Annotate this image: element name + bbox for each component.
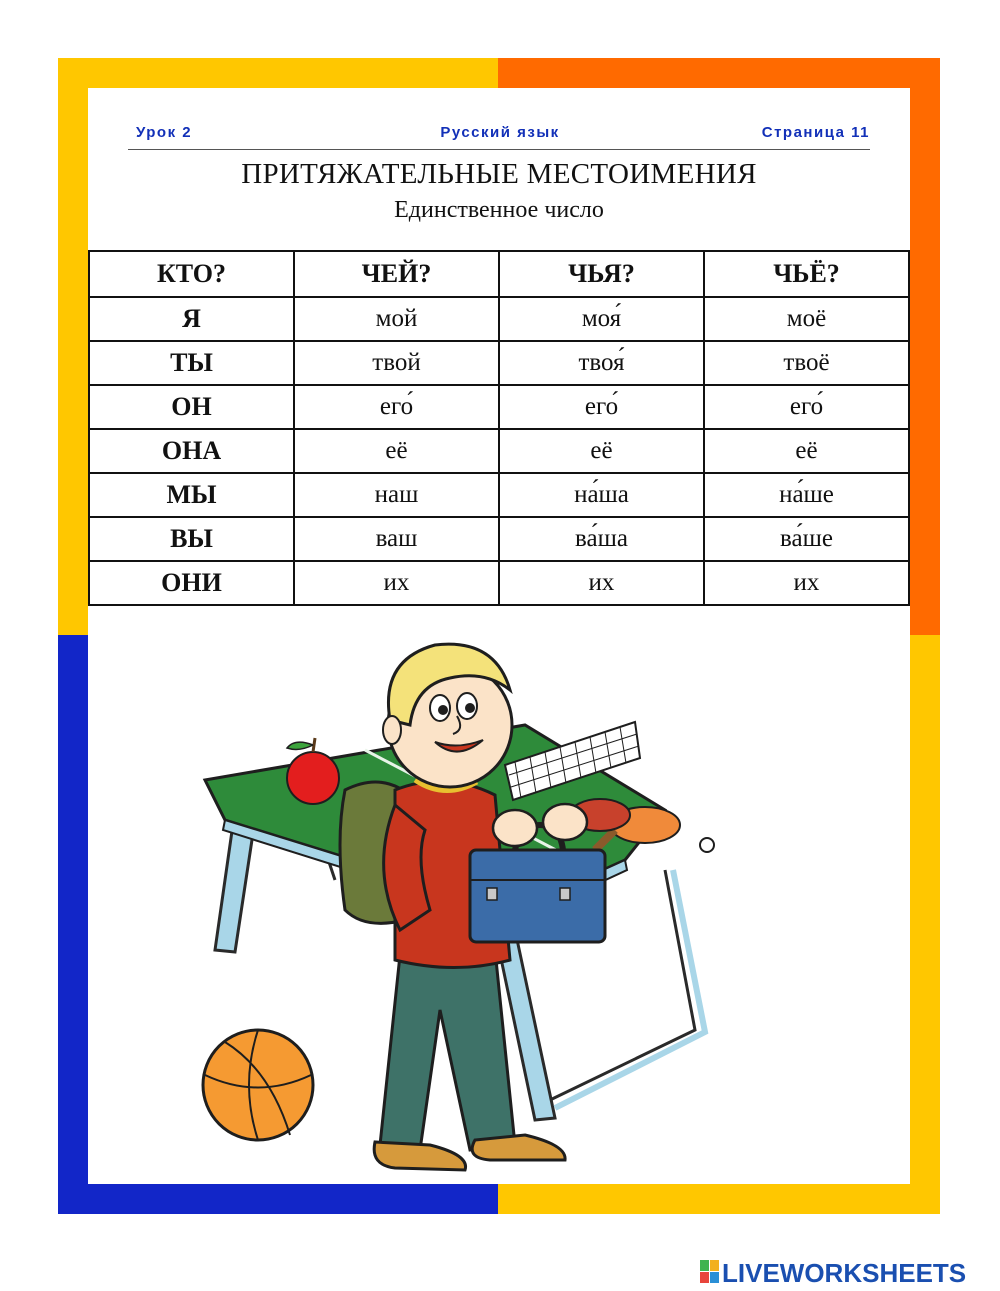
liveworksheets-logo-icon — [700, 1260, 720, 1284]
table-cell: ВЫ — [89, 517, 294, 561]
table-cell: её — [499, 429, 704, 473]
table-cell: ОНА — [89, 429, 294, 473]
table-cell: наш — [294, 473, 499, 517]
lesson-label: Урок 2 — [136, 124, 193, 141]
table-cell: их — [704, 561, 909, 605]
brand-name: LIVEWORKSHEETS — [722, 1258, 967, 1288]
frame-bottom-left — [58, 1184, 498, 1214]
page-title: ПРИТЯЖАТЕЛЬНЫЕ МЕСТОИМЕНИЯ — [241, 158, 757, 190]
table-cell: его́ — [704, 385, 909, 429]
table-cell: моя́ — [499, 297, 704, 341]
table-cell: на́ше — [704, 473, 909, 517]
table-row — [89, 473, 909, 517]
frame-bottom-right — [498, 1184, 940, 1214]
liveworksheets-logo — [700, 1258, 1000, 1288]
table-row — [89, 341, 909, 385]
table-cell: ва́ше — [704, 517, 909, 561]
table-cell: её — [704, 429, 909, 473]
table-row — [89, 297, 909, 341]
table-cell: ОНИ — [89, 561, 294, 605]
column-header: ЧЬЁ? — [704, 251, 909, 297]
table-cell: твой — [294, 341, 499, 385]
frame-right-bottom — [910, 635, 940, 1214]
frame-left-bottom — [58, 635, 88, 1214]
subject-label: Русский язык — [440, 124, 560, 141]
table-row — [89, 561, 909, 605]
table-row — [89, 517, 909, 561]
table-cell: его́ — [294, 385, 499, 429]
page-number-label: Страница 11 — [761, 124, 870, 141]
table-cell: ва́ша — [499, 517, 704, 561]
table-row — [89, 429, 909, 473]
table-cell: твоя́ — [499, 341, 704, 385]
frame-left-top — [58, 58, 88, 635]
page-subtitle: Единственное число — [394, 197, 604, 223]
table-cell: её — [294, 429, 499, 473]
table-cell: мой — [294, 297, 499, 341]
table-cell: их — [499, 561, 704, 605]
table-cell: Я — [89, 297, 294, 341]
pronoun-table — [88, 250, 910, 606]
table-cell: их — [294, 561, 499, 605]
column-header: ЧЕЙ? — [294, 251, 499, 297]
table-cell: его́ — [499, 385, 704, 429]
column-header: КТО? — [89, 251, 294, 297]
column-header: ЧЬЯ? — [499, 251, 704, 297]
frame-top-right — [498, 58, 940, 88]
table-cell: ТЫ — [89, 341, 294, 385]
table-cell: моё — [704, 297, 909, 341]
frame-top-left — [58, 58, 498, 88]
table-cell: на́ша — [499, 473, 704, 517]
frame-right-top — [910, 58, 940, 635]
table-cell: ваш — [294, 517, 499, 561]
page-header — [130, 122, 870, 148]
table-cell: ОН — [89, 385, 294, 429]
header-divider — [128, 149, 870, 150]
boy-with-backpack-ping-pong-table-icon — [195, 630, 735, 1180]
table-row — [89, 385, 909, 429]
table-cell: твоё — [704, 341, 909, 385]
table-header-row — [89, 251, 909, 297]
table-cell: МЫ — [89, 473, 294, 517]
